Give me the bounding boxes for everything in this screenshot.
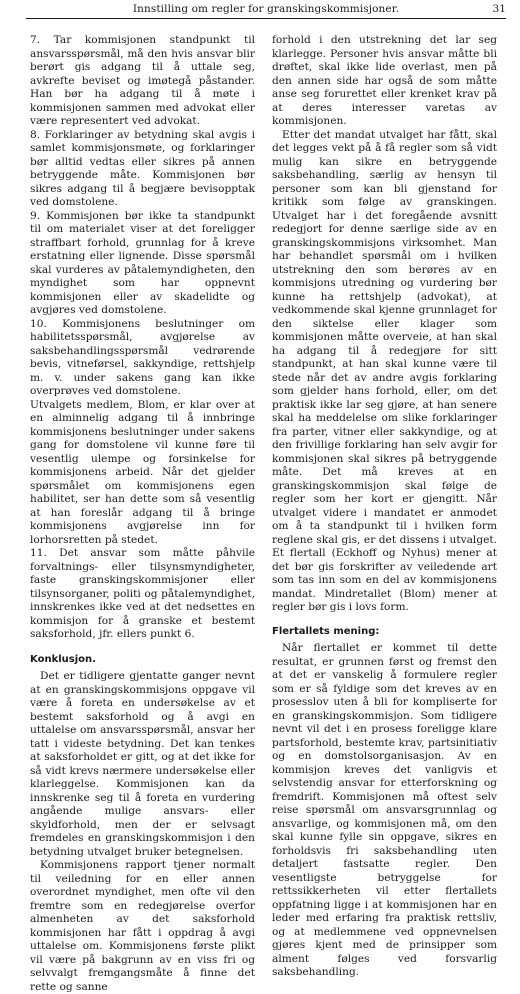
body-paragraph: Det er tidligere gjentatte ganger nevnt at en granskingskommisjons oppgave vil være å foreta en undersøkelse av et bestemt saksforhold og å avgi en uttalelse om ansvarsspørsmål, ansvar her tatt i videste betydning. Det kan tenkes at saksforholdet er gitt, og at det ikke for så vidt krevs nærmere undersøkelse eller klarleggelse. Kommisjonen kan da innskrenke seg til å foreta en vurdering angående mulige ansvars- eller skyldforhold, men der er selvsagt fremdeles en granskingskommisjon i den betydning utvalget bruker betegnelsen. <box>30 670 255 858</box>
body-paragraph: Etter det mandat utvalget har fått, skal det legges vekt på å få regler som så vidt mulig kan sikre en betryggende saksbehandling, særlig av hensyn til personer som kan bli gjenstand for kritikk som følge av granskingen. Utvalget har i det foregående avsnitt redegjort for denne særlige side av en granskingskommisjons virksomhet. Man har behandlet spørsmål om i hvilken utstrekning den som berøres av en kommisjons utredning og vurdering bør kunne ha rettshjelp (advokat), at vedkommende skal kjenne grunnlaget for den siktelse eller klager som kommisjonen måtte overveie, at han skal ha adgang til å redegjøre for sitt standpunkt, at han skal kunne være til stede når det av andre avgis forklaring som gjelder hans forhold, eller, om det praktisk ikke lar seg gjøre, at han senere skal ha meddelelse om slike forklaringer fra parter, vitner eller sakkyndige, og at den frivillige forklaring han selv avgir for kommisjonen skal sikres på betryggende måte. Det må kreves at en granskingskommisjon skal følge de regler som her kort er gjengitt. Når utvalget videre i mandatet er anmodet om å ta standpunkt til i hvilken form reglene skal gis, er det dissens i utvalget. Et flertall (Eckhoff og Nyhus) mener at det bør gis forskrifter av veiledende art som tas inn som en del av kommisjonens mandat. Mindretallet (Blom) mener at regler bør gis i lovs form. <box>272 128 497 613</box>
header-rule <box>26 18 506 19</box>
dissent-paragraph: Utvalgets medlem, Blom, er klar over at en alminnelig adgang til å innbringe kommisjonens beslutninger under sakens gang for domstolene vil kunne føre til vesentlig ulempe og forsinkelse for kommisjonens arbeid. Når det gjelder spørsmålet om kommisjonens egen habilitet, ser han dette som så vesentlig at han foreslår adgang til å bringe kommisjonens avgjørelse inn for lorhorsretten på stedet. <box>30 398 255 546</box>
section-heading-conclusion: Konklusjon. <box>30 653 96 665</box>
running-header <box>26 3 506 19</box>
continued-paragraph: forhold i den utstrekning det lar seg klarlegge. Personer hvis ansvar måtte bli drøftet, skal ikke lide overlast, men på den annen side har også de som måtte anse seg forurettet eller krenket krav på at deres interesser varetas av kommisjonen. <box>272 34 497 127</box>
section-heading-majority-opinion: Flertallets mening: <box>272 625 380 637</box>
body-paragraph: Kommisjonens rapport tjener normalt til veiledning for en eller annen overordnet myndighet, men ofte vil den fremtre som en redegjørelse overfor almenheten av det saksforhold kommisjonen har fått i oppdrag å avgi uttalelse om. Kommisjonens første plikt vil være på bakgrunn av en viss fri og selvvalgt fremgangsmåte å finne det rette og sanne <box>30 859 255 993</box>
numbered-paragraph-11: 11. Det ansvar som måtte påhvile forvaltnings- eller tilsynsmyndigheter, faste granskingskommisjoner eller tilsynsorganer, politi og påtalemyndighet, innskrenkes ikke ved at det nedsettes en kommisjon for å granske et bestemt saksforhold, jfr. ellers punkt 6. <box>30 547 255 640</box>
page-number: 31 <box>492 3 506 15</box>
numbered-paragraph-8: 8. Forklaringer av betydning skal avgis i samlet kommisjonsmøte, og forklaringer bør alltid vedtas eller sikres på annen betryggende måte. Kommisjonen bør sikres adgang til å begjære bevisopptak ved domstolene. <box>30 128 255 208</box>
numbered-paragraph-9: 9. Kommisjonen bør ikke ta standpunkt til om materialet viser at det foreligger straffbart forhold, grunnlag for å kreve erstatning eller lignende. Disse spørsmål skal vurderes av påtalemyndigheten, den myndighet som har oppnevnt kommisjonen eller av skadelidte og avgjøres ved domstolene. <box>30 209 255 316</box>
numbered-paragraph-10: 10. Kommisjonens beslutninger om habilitetsspørsmål, avgjørelse av saksbehandlingsspørsmål vedrørende bevis, vitneførsel, sakkyndige, rettshjelp m. v. under sakens gang kan ikke overprøves ved domstolene. <box>30 317 255 397</box>
running-title: Innstilling om regler for granskingskommisjoner. <box>132 3 400 15</box>
left-column <box>30 34 255 993</box>
numbered-paragraph-7: 7. Tar kommisjonen standpunkt til ansvarsspørsmål, må den hvis ansvar blir berørt gis adgang til å uttale seg, avkrefte beviset og imøtegå påstander. Han bør ha adgang til å møte i kommisjonen sammen med advokat eller være representert ved advokat. <box>30 34 255 127</box>
body-paragraph: Når flertallet er kommet til dette resultat, er grunnen først og fremst den at det er vanskelig å formulere regler som er så fyldige som det kreves av en prosesslov uten å bli for kompliserte for en granskingskommisjon. Som tidligere nevnt vil det i en prosess foreligge klare partsforhold, bestemte krav, partsinitiativ og en domstolsorganisasjon. Av en kommisjon kreves det vanligvis et selvstendig ansvar for etterforskning og fremdrift. Kommisjonen må oftest selv reise spørsmål om ansvarsgrunnlag og ansvarlige, og kommisjonen må, om den skal kunne fylle sin oppgave, sikres en forholdsvis fri saksbehandling uten detaljert fastsatte regler. Den vesentligste betryggelse for rettssikkerheten vil etter flertallets oppfatning ligge i at kommisjonen har en leder med erfaring fra praktisk rettsliv, og at medlemmene ved oppnevnelsen gjøres kjent med de prinsipper som alment følges ved forsvarlig saksbehandling. <box>272 642 497 978</box>
right-column <box>272 34 497 978</box>
